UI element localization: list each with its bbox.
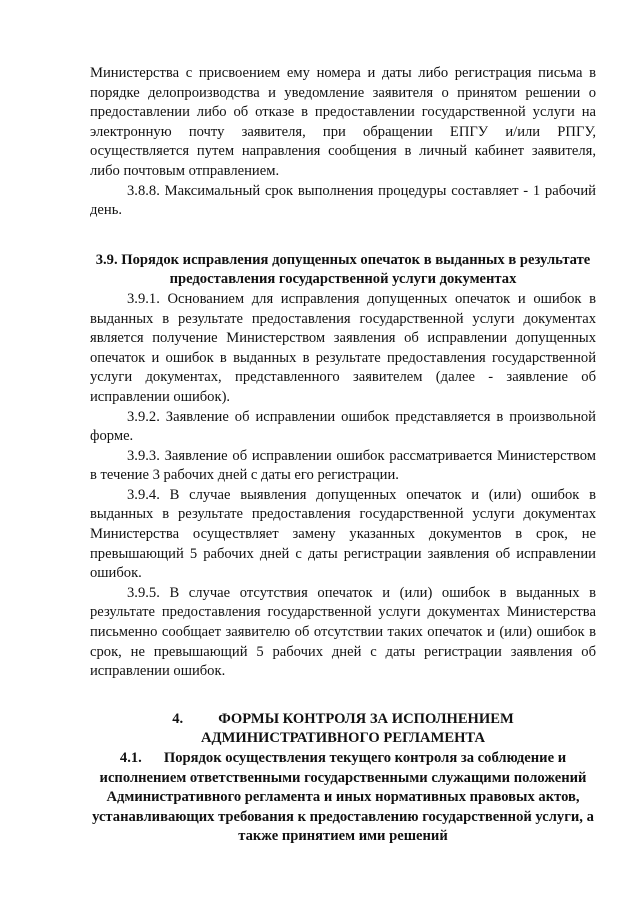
- intro-paragraph: Министерства с присвоением ему номера и даты либо регистрация письма в порядке делопроизводства и уведомление заявителя о принятом решении о предоставлении либо об отказе в предоставлении государственной услуги на электронную почту заявителя, при обращении ЕПГУ и/или РПГУ, осуществляется путем направления сообщения в личный кабинет заявителя, либо почтовым отправлением.: [90, 65, 596, 179]
- paragraph-3-8-8: 3.8.8. Максимальный срок выполнения процедуры составляет - 1 рабочий день.: [90, 182, 596, 219]
- paragraph-3-9-2: 3.9.2. Заявление об исправлении ошибок представляется в произвольной форме.: [90, 408, 596, 445]
- section-4-heading: [90, 710, 596, 749]
- paragraph-3-9-3: 3.9.3. Заявление об исправлении ошибок рассматривается Министерством в течение 3 рабочих дней с даты его регистрации.: [90, 447, 596, 484]
- document-page: [90, 64, 596, 847]
- section-4-1-heading: [90, 749, 596, 847]
- paragraph-3-9-5: 3.9.5. В случае отсутствия опечаток и (или) ошибок в выданных в результате предоставления государственной услуги документах Министерства письменно сообщает заявителю об отсутствии таких опечаток и (или) ошибок в срок, не превышающий 5 рабочих дней с даты регистрации заявления об исправлении ошибок.: [90, 584, 596, 680]
- paragraph-3-9-1: 3.9.1. Основанием для исправления допущенных опечаток и ошибок в выданных в результате предоставления государственной услуги документах является получение Министерством заявления об исправлении допущенных опечаток и ошибок в выданных в результате предоставления государственной услуги документах, представленного заявителем (далее - заявление об исправлении ошибок).: [90, 290, 596, 405]
- paragraph-3-9-4: 3.9.4. В случае выявления допущенных опечаток и (или) ошибок в выданных в результате предоставления государственной услуги документах Министерства осуществляет замену указанных документов в срок, не превышающий 5 рабочих дней с даты регистрации заявления об исправлении ошибок.: [90, 486, 596, 582]
- section-4-1-number: 4.1.: [119, 750, 142, 766]
- section-4-title: ФОРМЫ КОНТРОЛЯ ЗА ИСПОЛНЕНИЕМ АДМИНИСТРАТИВНОГО РЕГЛАМЕНТА: [201, 710, 514, 747]
- section-4-1-title: Порядок осуществления текущего контроля за соблюдение и исполнением ответственными государственными служащими положений Административного регламента и иных нормативных правовых актов, устанавливающих требования к предоставлению государственной услуги, а также принятием ими решений: [92, 750, 594, 845]
- section-4-number: 4.: [172, 710, 184, 727]
- section-3-9-heading: 3.9. Порядок исправления допущенных опечаток в выданных в результате предоставления государственной услуги документах: [95, 251, 591, 288]
